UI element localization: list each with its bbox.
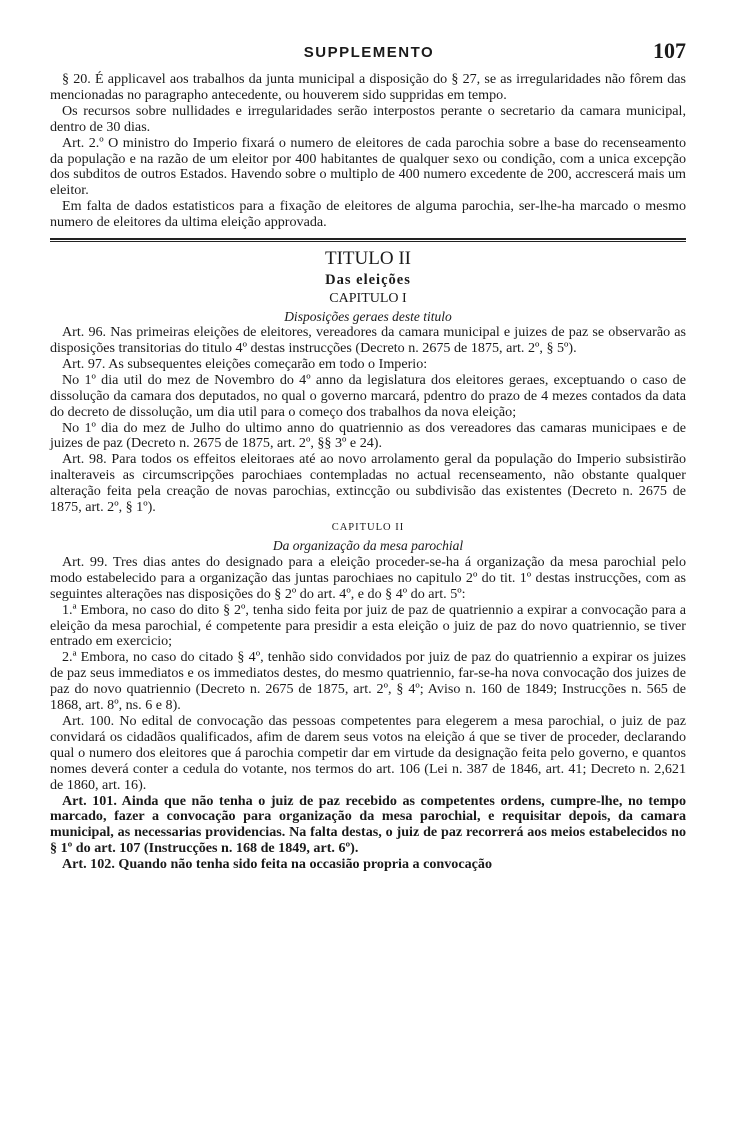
article-101: Art. 101. Ainda que não tenha o juiz de paz recebido as competentes ordens, cumpre-lhe, no tempo marcado, fazer a convocação para organização da mesa parochial, e requisitar depois, da camara municipal, as necessarias providencias. Na falta destas, o juiz de paz recorrerá aos meios estabelecidos no § 1º do art. 107 (Instrucções n. 168 de 1849, art. 6º).	[50, 792, 686, 857]
running-title: SUPPLEMENTO	[303, 44, 435, 61]
body-text	[50, 72, 686, 873]
paragraph: Em falta de dados estatisticos para a fixação de eleitores de alguma parochia, ser-lhe-ha marcado o mesmo numero de eleitores da ultima eleição approvada.	[50, 198, 686, 231]
page-header	[52, 38, 686, 68]
article-97: Art. 97. As subsequentes eleições começarão em todo o Imperio:	[62, 355, 428, 372]
title-heading: TITULO II	[325, 248, 411, 270]
article-96: Art. 96. Nas primeiras eleições de eleitores, vereadores da camara municipal e juizes de paz se observarão as disposições transitorias do titulo 4º destas instrucções (Decreto n. 2675 de 1875, art. 2º, § 5º).	[50, 324, 686, 356]
paragraph: § 20. É applicavel aos trabalhos da junta municipal a disposição do § 27, se as irregularidades não fôrem das mencionadas no paragrapho antecedente, ou houverem sido suppridas em tempo.	[50, 71, 686, 103]
paragraph: Os recursos sobre nullidades e irregularidades serão interpostos perante o secretario da camara municipal, dentro de 30 dias.	[50, 102, 686, 135]
chapter-2-heading: CAPITULO II	[331, 521, 405, 533]
paragraph: Art. 2.º O ministro do Imperio fixará o numero de eleitores de cada parochia sobre a base do recenseamento da população e na razão de um eleitor por 400 habitantes de qualquer sexo ou condição, com a unica excepção dos subditos de outros Estados. Havendo sobre o multiplo de 400 numero excedente de 200, accrescerá mais um eleitor.	[50, 134, 686, 199]
article-98: Art. 98. Para todos os effeitos eleitoraes até ao novo arrolamento geral da população do Imperio subsistirão inalteraveis as circumscripções parochiaes contempladas no actual recenseamento, não obstante qualquer alteração feita pela creação de novas parochias, extincção ou subdivisão das existentes (Decreto n. 2675 de 1875, art. 2º, § 1º).	[50, 451, 686, 516]
title-subject: Das eleições	[325, 272, 411, 289]
paragraph: 1.ª Embora, no caso do dito § 2º, tenha sido feita por juiz de paz de quatriennio a expirar a convocação para a eleição da mesa parochial, é competente para presidir a esta eleição o juiz de paz do novo quatriennio, se tiver entrado em exercicio;	[50, 601, 686, 650]
article-100: Art. 100. No edital de convocação das pessoas competentes para elegerem a mesa parochial, o juiz de paz convidará os cidadãos qualificados, afim de darem seus votos na eleição á que se tiver de proceder, declarando qual o numero dos eleitores que á parochia competir dar em virtude da designação feita pelo governo, e quantos nomes deverá conter a cedula do votante, nos termos do art. 106 (Lei n. 387 de 1846, art. 41; Decreto n. 2,621 de 1860, art. 16).	[50, 713, 686, 793]
chapter-1-heading: CAPITULO I	[329, 291, 407, 307]
chapter-2-subtitle: Da organização da mesa parochial	[272, 537, 464, 553]
article-102: Art. 102. Quando não tenha sido feita na occasião propria a convocação	[62, 856, 492, 873]
paragraph: No 1º dia do mez de Julho do ultimo anno do quatriennio as dos vereadores das camaras municipaes e de juizes de paz (Decreto n. 2675 de 1875, art. 2º, §§ 3º e 24).	[50, 419, 686, 452]
paragraph: No 1º dia util do mez de Novembro do 4º anno da legislatura dos eleitores geraes, exceptuando o caso de dissolução da camara dos deputados, no qual o governo marcará, pdentro do prazo de 4 mezes contados da data do decreto de dissolução, um dia util para o começo dos trabalhos da nova eleição;	[50, 371, 686, 420]
paragraph: 2.ª Embora, no caso do citado § 4º, tenhão sido convidados por juiz de paz do quatriennio a expirar os juizes de paz seus immediatos e os immediatos destes, do mesmo quatriennio, far-se-ha nova convocação dos juizes de paz do novo quatriennio (Decreto n. 2675 de 1875, art. 2º, § 4º; Aviso n. 160 de 1849; Instrucções n. 565 de 1868, art. 8º, ns. 6 e 8).	[50, 649, 686, 714]
article-99: Art. 99. Tres dias antes do designado para a eleição proceder-se-ha á organização da mesa parochial pelo modo estabelecido para a organização das juntas parochiaes no capitulo 2º do tit. 1º destas instrucções, com as seguintes alterações nas disposições do § 2º do art. 4º, e do § 4º do art. 5º:	[50, 553, 686, 602]
page-number: 107	[653, 38, 686, 63]
section-divider	[50, 238, 686, 242]
chapter-1-subtitle: Disposições geraes deste titulo	[284, 309, 452, 325]
